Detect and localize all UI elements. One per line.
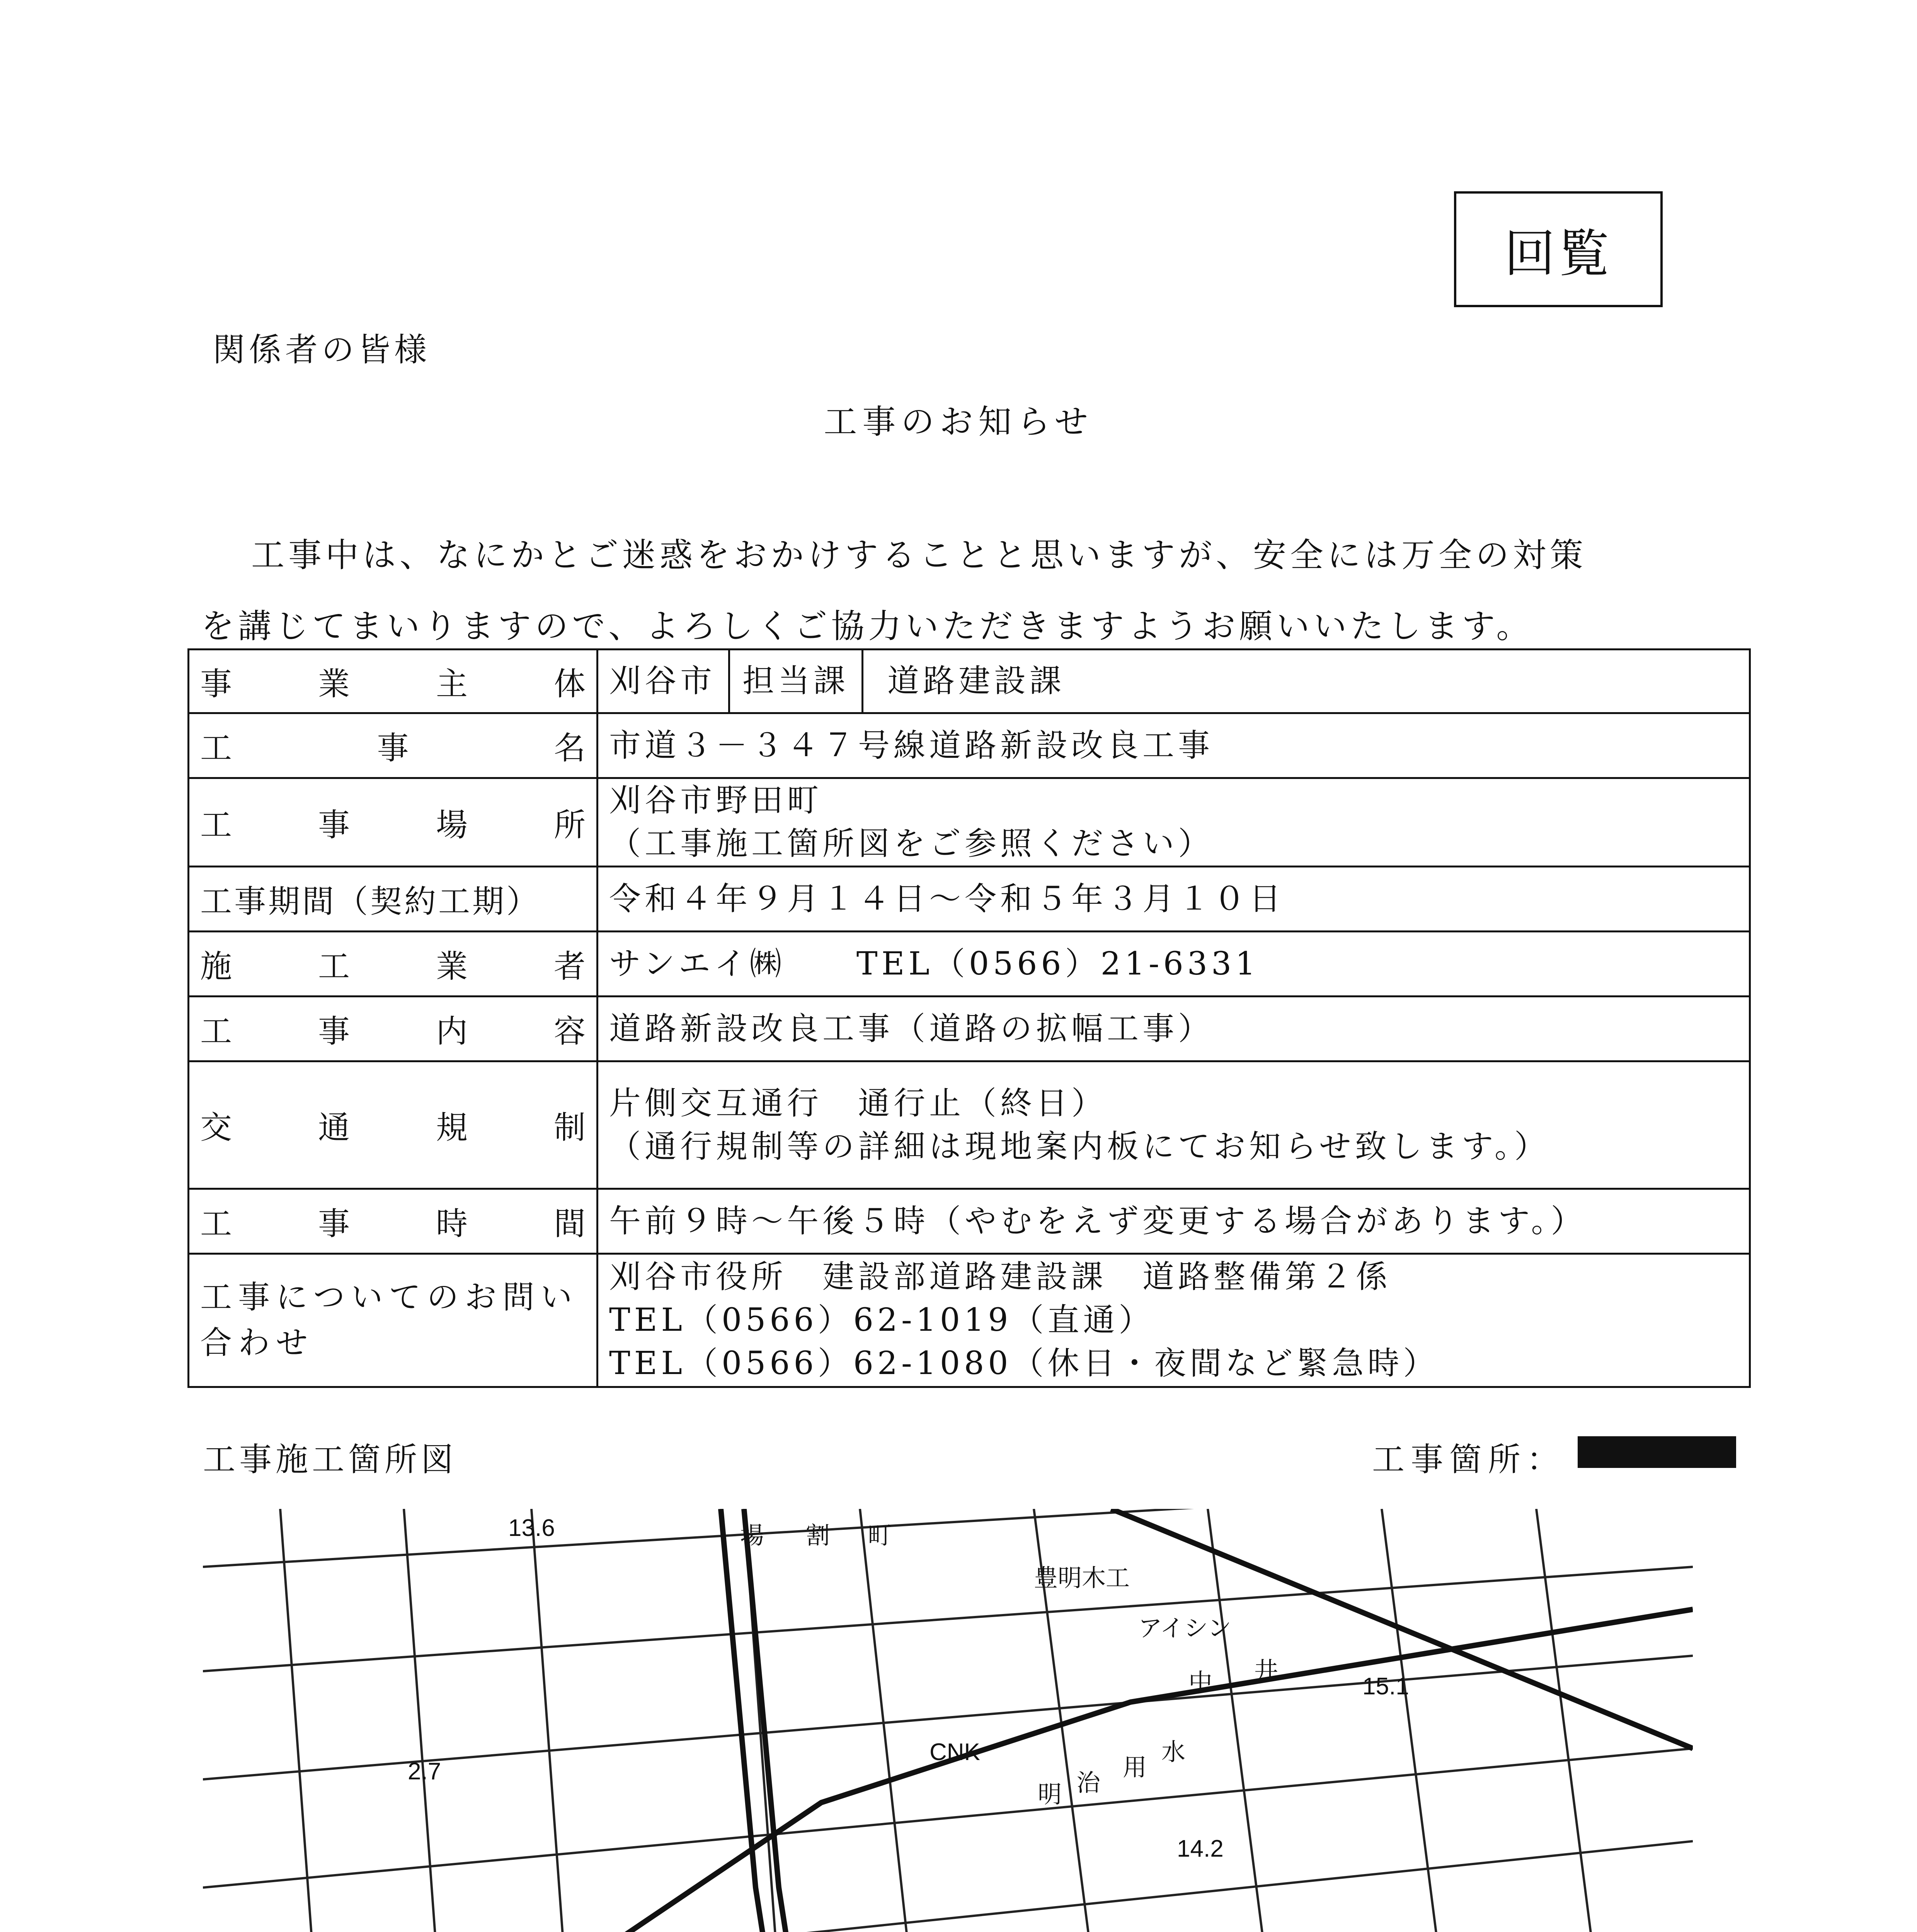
construction-info-table (187, 648, 1751, 1388)
label-char: 交 (200, 1109, 232, 1146)
business-owner: 刈谷市 (609, 650, 730, 712)
label-char: 事 (318, 1206, 350, 1242)
map-label: 中 (1188, 1669, 1213, 1696)
label-char: 施 (200, 948, 232, 985)
label-char: 事 (377, 730, 409, 767)
row-value: 令和４年９月１４日～令和５年３月１０日 (598, 867, 1750, 932)
intro-line: を講じてまいりますので、よろしくご協力いただきますようお願いいたします。 (201, 607, 1534, 646)
value-line: 刈谷市野田町 (609, 782, 823, 819)
label-char: 内 (436, 1013, 468, 1050)
value-line: 片側交互通行 通行止（終日） (609, 1085, 1107, 1122)
recipient: 関係者の皆様 (213, 331, 431, 369)
table-row (189, 1061, 1750, 1189)
table-row (189, 932, 1750, 997)
intro-paragraph (201, 520, 1708, 662)
table-row (189, 1254, 1750, 1387)
value-line: （工事施工箇所図をご参照ください） (609, 825, 1214, 862)
label-char: 工 (318, 948, 350, 985)
label-char: 間 (553, 1206, 586, 1242)
row-label (189, 997, 598, 1061)
row-value (598, 1061, 1750, 1189)
row-value: 道路新設改良工事（道路の拡幅工事） (598, 997, 1750, 1061)
map-label: 15.1 (1362, 1673, 1409, 1700)
table-row (189, 867, 1750, 932)
department-label: 担当課 (742, 650, 863, 712)
map-label: 用 (1123, 1754, 1147, 1781)
label-char: 事 (318, 1013, 350, 1050)
map-label: 明 (1038, 1781, 1062, 1808)
map-label: 水 (1161, 1739, 1186, 1765)
label-char: 工 (200, 1206, 232, 1242)
department-name: 道路建設課 (887, 663, 1066, 699)
row-label (189, 713, 598, 778)
map-label: 14.2 (1177, 1835, 1224, 1862)
map-label: 場 (740, 1522, 764, 1549)
redacted-block (1578, 1436, 1736, 1468)
label-char: 主 (436, 665, 468, 702)
label-text: 工事についてのお問い合わせ (200, 1279, 579, 1361)
row-label (189, 1189, 598, 1254)
row-label (189, 1061, 598, 1189)
row-value (598, 1254, 1750, 1387)
intro-line: 工事中は、なにかとご迷惑をおかけすることと思いますが、安全には万全の対策 (251, 536, 1587, 575)
row-label (189, 778, 598, 867)
label-char: 制 (553, 1109, 586, 1146)
value-line: （通行規制等の詳細は現地案内板にてお知らせ致します。） (609, 1128, 1550, 1165)
value-line: TEL（0566）62-1019（直通） (609, 1302, 1154, 1338)
table-row (189, 650, 1750, 713)
value-line: TEL（0566）62-1080（休日・夜間など緊急時） (609, 1345, 1439, 1382)
map-label: CNK (930, 1739, 980, 1765)
label-char: 工 (200, 806, 232, 844)
label-char: 所 (553, 806, 586, 844)
row-value: サンエイ㈱ TEL（0566）21-6331 (598, 932, 1750, 997)
label-char: 通 (318, 1109, 350, 1146)
label-char: 事 (318, 806, 350, 844)
location-label: 工事箇所： (1372, 1440, 1566, 1478)
map-label: 2.7 (408, 1758, 441, 1785)
table-row (189, 1189, 1750, 1254)
document-title: 工事のお知らせ (824, 403, 1093, 441)
table-row (189, 778, 1750, 867)
circulation-stamp: 回覧 (1454, 191, 1663, 307)
map-label: 割 (806, 1522, 830, 1549)
map-label: 治 (1076, 1770, 1101, 1796)
label-char: 時 (436, 1206, 468, 1242)
row-label: 工事期間（契約工期） (189, 867, 598, 932)
label-char: 体 (553, 665, 586, 702)
row-label (189, 1254, 598, 1387)
label-char: 容 (553, 1013, 586, 1050)
map-label: 豊明木工 (1034, 1565, 1130, 1592)
table-row (189, 713, 1750, 778)
label-char: 業 (436, 948, 468, 985)
label-char: 工 (200, 730, 232, 767)
row-value (598, 778, 1750, 867)
row-value: 市道３－３４７号線道路新設改良工事 (598, 713, 1750, 778)
map-label: アイシン (1138, 1615, 1231, 1642)
map-label: 13.6 (508, 1515, 555, 1541)
construction-site-map (203, 1509, 1693, 1932)
label-char: 事 (200, 665, 232, 702)
table-row (189, 997, 1750, 1061)
label-char: 名 (553, 730, 586, 767)
label-char: 者 (553, 948, 586, 985)
label-char: 場 (436, 806, 468, 844)
label-char: 規 (436, 1109, 468, 1146)
label-char: 業 (318, 665, 350, 702)
row-label (189, 650, 598, 713)
map-label: 町 (868, 1522, 892, 1549)
row-value (598, 650, 1750, 713)
label-char: 工 (200, 1013, 232, 1050)
map-caption: 工事施工箇所図 (203, 1440, 458, 1478)
row-value: 午前９時～午後５時（やむをえず変更する場合があります。） (598, 1189, 1750, 1254)
row-label (189, 932, 598, 997)
map-label: 井 (1254, 1658, 1279, 1684)
value-line: 刈谷市役所 建設部道路建設課 道路整備第２係 (609, 1259, 1392, 1295)
